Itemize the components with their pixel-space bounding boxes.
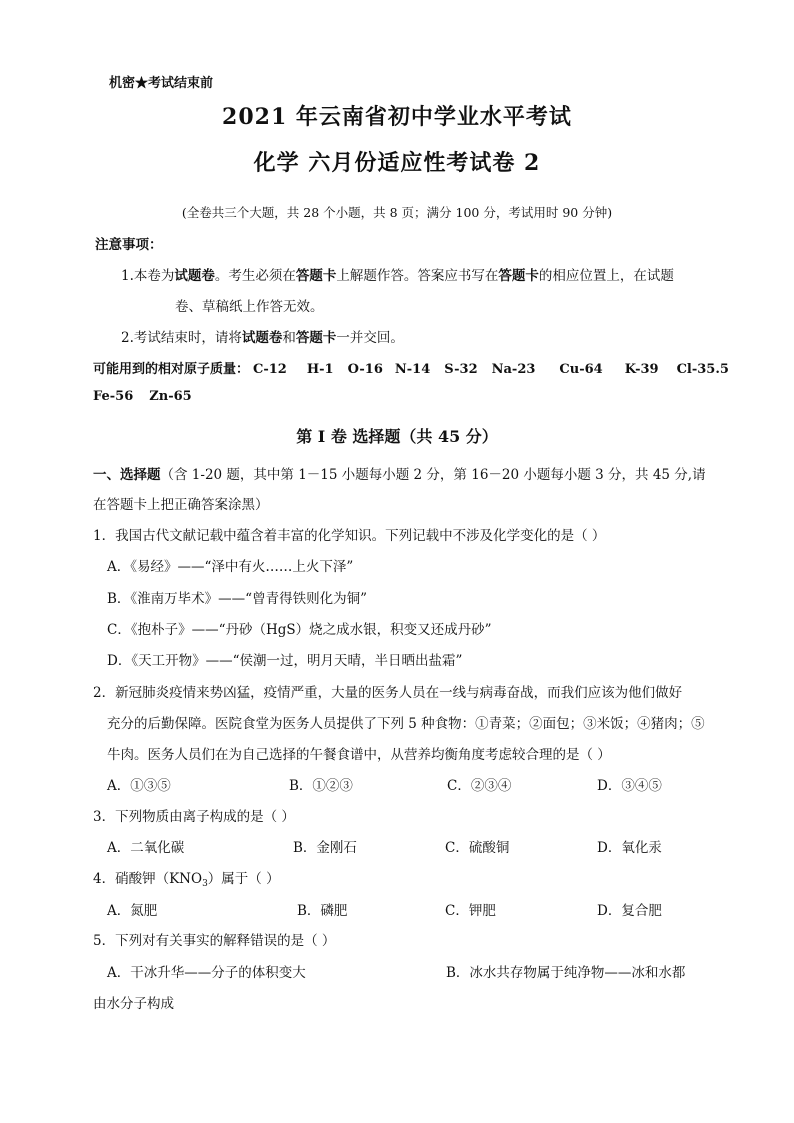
question-1-option-c: C．《抱朴子》——“丹砂（HgS）烧之成水银，积变又还成丹砂” [107, 622, 492, 638]
question-3-option-d: D．氧化汞 [597, 840, 662, 856]
question-2-stem: 2．新冠肺炎疫情来势凶猛，疫情严重，大量的医务人员在一线与病毒奋战，而我们应该为他们做好 [93, 685, 683, 701]
question-1-option-b: B．《淮南万毕术》——“曾青得铁则化为铜” [107, 591, 367, 607]
mass-item: Zn-65 [149, 389, 192, 404]
question-3-option-b: B．金刚石 [293, 840, 357, 856]
notice-text: 和 [282, 330, 296, 346]
mass-item: K-39 [624, 362, 659, 377]
part-instructions [93, 463, 706, 483]
exam-title: 2021 年云南省初中学业水平考试 [222, 104, 572, 130]
question-5-option-b: B．冰水共存物属于纯净物——冰和水都 [446, 965, 686, 981]
mass-item: H-1 [306, 362, 334, 377]
confidential-label: 机密★考试结束前 [109, 76, 214, 91]
notice-item-2 [121, 326, 404, 346]
mass-item: Cu-64 [559, 362, 603, 377]
question-4-stem [93, 867, 280, 889]
mass-item: S-32 [444, 362, 478, 377]
notice-text: 一并交回。 [336, 330, 404, 346]
question-5-stem: 5．下列对有关事实的解释错误的是（ ） [93, 933, 336, 949]
exam-subtitle: 化学 六月份适应性考试卷 2 [253, 150, 541, 176]
notice-text: 。考生必须在 [214, 268, 296, 284]
notice-bold: 答题卡 [498, 268, 539, 284]
notice-item-1-cont: 卷、草稿纸上作答无效。 [175, 299, 324, 315]
question-5-option-a: A．干冰升华——分子的体积变大 [107, 965, 306, 981]
part-instructions-cont: 在答题卡上把正确答案涂黑） [93, 497, 269, 513]
question-2-option-d: D．③④⑤ [597, 778, 662, 794]
question-4-option-a: A．氮肥 [107, 903, 158, 919]
question-5-option-b-cont: 由水分子构成 [93, 996, 174, 1012]
part-instructions-rest: （含 1-20 题，其中第 1－15 小题每小题 2 分，第 16－20 小题每小题 3 分，共 45 分,请 [160, 467, 706, 483]
notice-item-1 [121, 264, 674, 284]
mass-item: N-14 [394, 362, 431, 377]
atomic-masses-line1 [93, 358, 729, 377]
part-label-bold: 一、选择题 [93, 467, 161, 483]
atomic-masses-line2 [93, 389, 192, 404]
subscript: 3 [202, 879, 208, 889]
notice-text: 1.本卷为 [121, 268, 175, 284]
exam-info: (全卷共三个大题，共 28 个小题，共 8 页；满分 100 分，考试用时 90 分钟) [181, 205, 613, 220]
question-2-stem-cont: 充分的后勤保障。医院食堂为医务人员提供了下列 5 种食物：①青菜；②面包；③米饭；④猪肉；⑤ [107, 716, 705, 732]
question-2-option-b: B．①②③ [289, 778, 353, 794]
notice-text: 2.考试结束时，请将 [121, 330, 242, 346]
notice-bold: 试题卷 [174, 268, 215, 284]
question-1-option-d: D．《天工开物》——“侯潮一过，明月天晴，半日晒出盐霜” [107, 653, 463, 669]
notice-bold: 答题卡 [295, 330, 337, 346]
atomic-masses-label: 可能用到的相对原子质量： [93, 362, 250, 377]
notice-text: 的相应位置上，在试题 [538, 268, 674, 284]
question-3-option-c: C．硫酸铜 [445, 840, 510, 856]
question-2-option-c: C．②③④ [447, 778, 512, 794]
question-4-option-d: D．复合肥 [597, 903, 662, 919]
question-2-stem-cont: 牛肉。医务人员们在为自己选择的午餐食谱中，从营养均衡角度考虑较合理的是（ ） [107, 747, 611, 763]
question-1-option-a: A．《易经》——“泽中有火……上火下泽” [107, 559, 354, 575]
mass-item: Fe-56 [93, 389, 134, 404]
question-2-option-a: A．①③⑤ [107, 778, 171, 794]
notice-bold: 答题卡 [295, 268, 337, 284]
question-4-option-b: B．磷肥 [297, 903, 348, 919]
notice-bold: 试题卷 [241, 330, 283, 346]
question-4-stem-a: 4．硝酸钾（KNO [93, 871, 203, 887]
question-3-option-a: A．二氧化碳 [107, 840, 185, 856]
question-3-stem: 3．下列物质由离子构成的是（ ） [93, 809, 295, 825]
notice-text: 上解题作答。答案应书写在 [336, 268, 499, 284]
question-4-option-c: C．钾肥 [445, 903, 496, 919]
question-4-stem-b: ）属于（ ） [207, 871, 280, 887]
mass-item: Cl-35.5 [676, 362, 729, 377]
question-1-stem: 1．我国古代文献记载中蕴含着丰富的化学知识。下列记载中不涉及化学变化的是（ ） [93, 528, 606, 544]
mass-item: Na-23 [491, 362, 536, 377]
mass-item: C-12 [253, 362, 287, 377]
notice-heading: 注意事项： [95, 237, 163, 253]
section-title: 第 I 卷 选择题（共 45 分） [296, 427, 498, 446]
mass-item: O-16 [347, 362, 383, 377]
